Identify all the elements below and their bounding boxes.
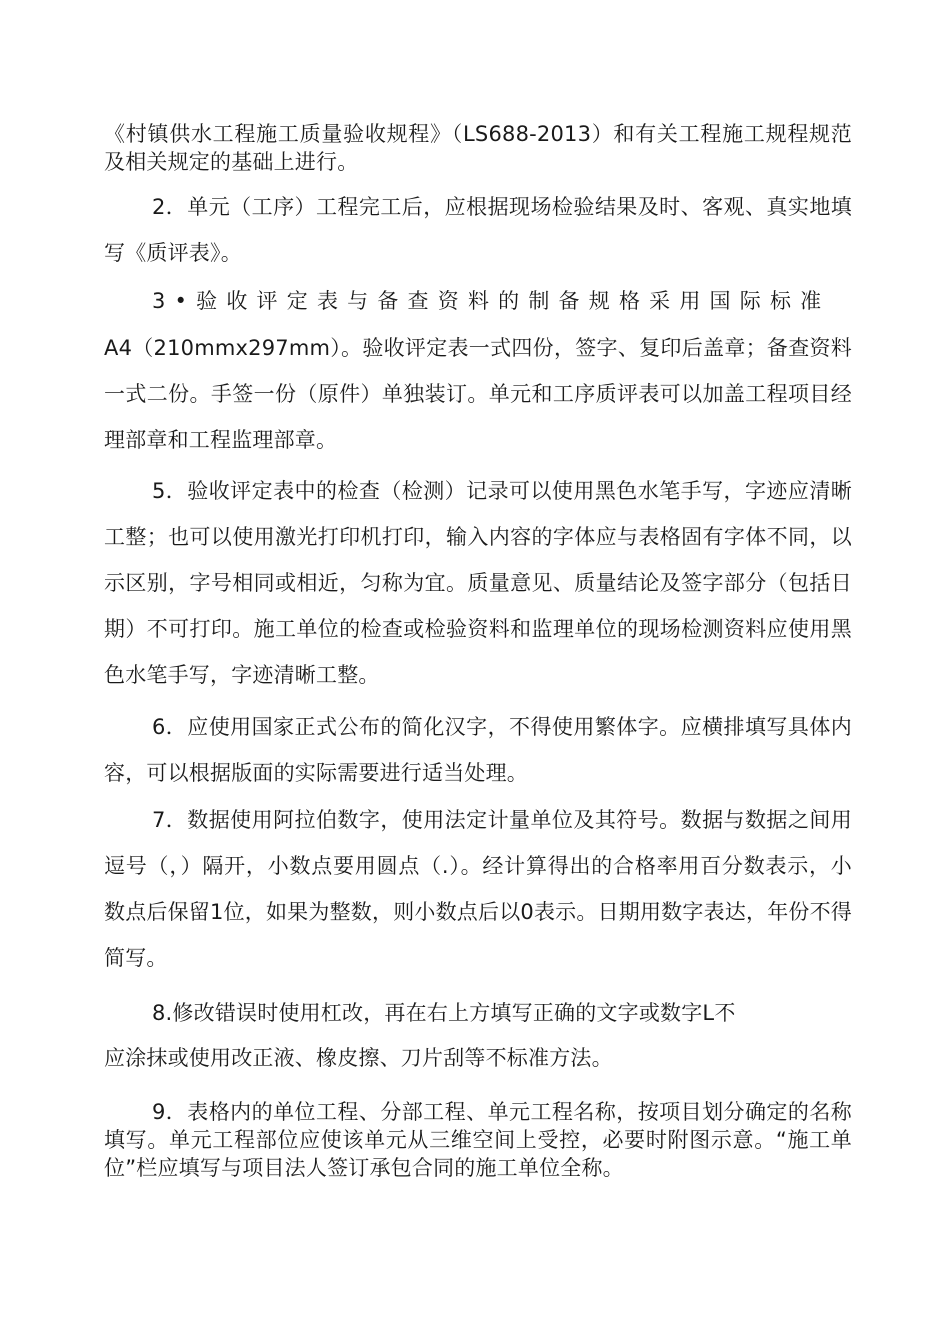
paragraph-item-2: 2．单元（工序）工程完工后，应根据现场检验结果及时、客观、真实地填写《质评表》。	[104, 195, 852, 265]
paragraph-item-3-line-1: 3•验收评定表与备查资料的制备规格采用国际标准	[152, 289, 831, 313]
paragraph-item-8-line-1: 8.修改错误时使用杠改，再在右上方填写正确的文字或数字L不	[152, 1001, 736, 1025]
paragraph-item-9: 9．表格内的单位工程、分部工程、单元工程名称，按项目划分确定的名称填写。单元工程部位应使该单元从三维空间上受控，必要时附图示意。“施工单位”栏应填写与项目法人签订承包合同的施工单位全称。	[104, 1100, 852, 1180]
paragraph-item-5: 5．验收评定表中的检查（检测）记录可以使用黑色水笔手写，字迹应清晰工整；也可以使用激光打印机打印，输入内容的字体应与表格固有字体不同，以示区别，字号相同或相近，匀称为宜。质量意见、质量结论及签字部分（包括日期）不可打印。施工单位的检查或检验资料和监理单位的现场检测资料应使用黑色水笔手写，字迹清晰工整。	[104, 479, 852, 687]
paragraph-item-7: 7．数据使用阿拉伯数字，使用法定计量单位及其符号。数据与数据之间用逗号（，）隔开，小数点要用圆点（.）。经计算得出的合格率用百分数表示，小数点后保留1位，如果为整数，则小数点后以0表示。日期用数字表达，年份不得简写。	[104, 808, 852, 970]
paragraph-intro-continued: 《村镇供水工程施工质量验收规程》（LS688-2013）和有关工程施工规程规范及相关规定的基础上进行。	[104, 122, 852, 174]
paragraph-item-6: 6．应使用国家正式公布的简化汉字，不得使用繁体字。应横排填写具体内容，可以根据版面的实际需要进行适当处理。	[104, 715, 852, 785]
paragraph-item-3-continued: A4（210mmx297mm）。验收评定表一式四份，签字、复印后盖章；备查资料一式二份。手签一份（原件）单独装订。单元和工序质评表可以加盖工程项目经理部章和工程监理部章。	[104, 336, 852, 452]
paragraph-item-8-line-2: 应涂抹或使用改正液、橡皮擦、刀片刮等不标准方法。	[104, 1046, 613, 1070]
